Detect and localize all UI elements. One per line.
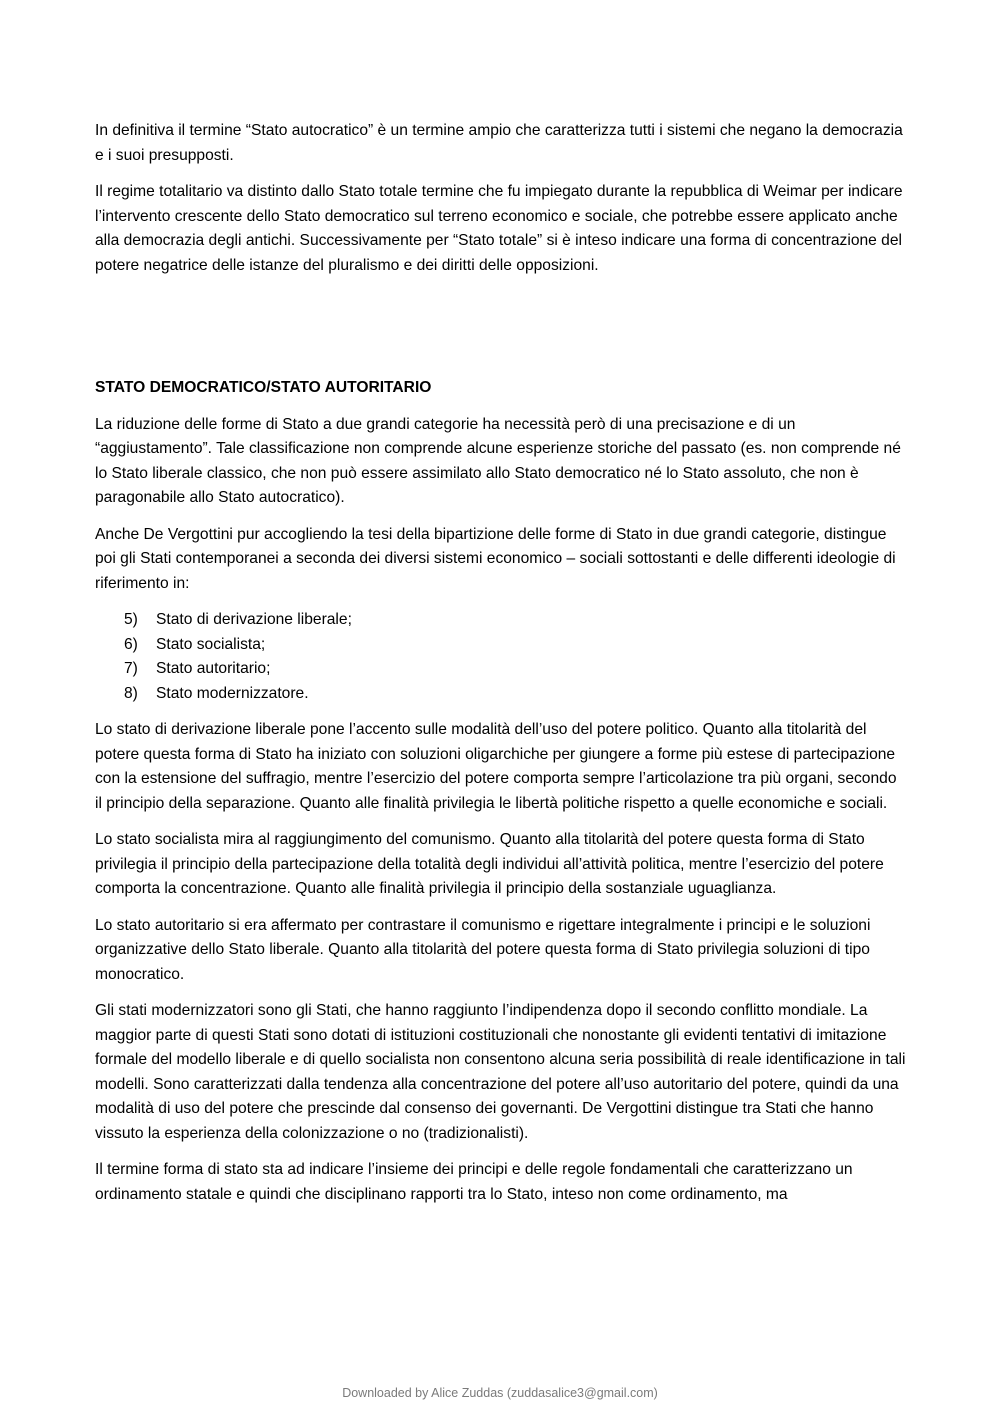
list-number: 5) [124,611,138,628]
list-item [95,657,907,682]
paragraph: Il termine forma di stato sta ad indicare l’insieme dei principi e delle regole fondamentali che caratterizzano un ordinamento statale e quindi che disciplinano rapporti tra lo Stato, inteso non come ordinamento, ma [95,1161,853,1203]
list-number: 6) [124,635,138,653]
list-item [95,608,907,633]
list-item [95,633,907,658]
paragraph: Gli stati modernizzatori sono gli Stati, che hanno raggiunto l’indipendenza dopo il secondo conflitto mondiale. La maggior parte di questi Stati sono dotati di istituzioni costituzionali che nonostante gli evidenti tentativi di imitazione formale del modello liberale e di quello socialista non consentono alcuna seria possibilità di reale identificazione in tali modelli. Sono caratterizzati dalla tendenza alla concentrazione del potere all’uso autoritario del potere, quindi da una modalità di uso del potere che prescinde dal consenso dei governanti. De Vergottini distingue tra Stati che hanno vissuto la esperienza della colonizzazione o no (tradizionalisti). [95,1002,906,1142]
paragraph: Anche De Vergottini pur accogliendo la tesi della bipartizione delle forme di Stato in due grandi categorie, distingue poi gli Stati contemporanei a seconda dei diversi sistemi economico – sociali sottostanti e delle differenti ideologie di riferimento in: [95,525,896,592]
paragraph: Lo stato di derivazione liberale pone l’accento sulle modalità dell’uso del potere politico. Quanto alla titolarità del potere questa forma di Stato ha iniziato con soluzioni oligarchiche per giungere a forme più estese di partecipazione con la estensione del suffragio, mentre l’esercizio del potere comporta sempre l’articolazione tra più organi, secondo il principio della separazione. Quanto alle finalità privilegia le libertà politiche rispetto a quelle economiche e sociali. [95,721,897,812]
paragraph: Lo stato socialista mira al raggiungimento del comunismo. Quanto alla titolarità del potere questa forma di Stato privilegia il principio della partecipazione della totalità degli individui all’attività politica, mentre l’esercizio del potere comporta la concentrazione. Quanto alle finalità privilegia il principio della sostanziale uguaglianza. [95,831,884,897]
document-page [95,119,907,1219]
paragraph: Lo stato autoritario si era affermato per contrastare il comunismo e rigettare integralmente i principi e le soluzioni organizzative dello Stato liberale. Quanto alla titolarità del potere questa forma di Stato privilegia soluzioni di tipo monocratico. [95,916,871,983]
list-text: Stato socialista; [156,635,266,653]
list-number: 8) [124,684,138,702]
list-text: Stato autoritario; [156,660,271,677]
numbered-list [95,608,907,706]
blank-space [95,290,907,376]
paragraph: La riduzione delle forme di Stato a due grandi categorie ha necessità però di una precisazione e di un “aggiustamento”. Tale classificazione non comprende alcune esperienze storiche del passato (es. non comprende né lo Stato liberale classico, che non può essere assimilato allo Stato democratico né lo Stato assoluto, che non è paragonabile allo Stato autocratico). [95,415,901,506]
section-heading: STATO DEMOCRATICO/STATO AUTORITARIO [95,379,432,396]
list-text: Stato di derivazione liberale; [156,611,352,628]
list-text: Stato modernizzatore. [156,684,309,702]
list-number: 7) [124,660,138,677]
list-item [95,682,907,707]
paragraph: Il regime totalitario va distinto dallo Stato totale termine che fu impiegato durante la repubblica di Weimar per indicare l’intervento crescente dello Stato democratico sul terreno economico e sociale, che potrebbe essere applicato anche alla democrazia degli antichi. Successivamente per “Stato totale” si è inteso indicare una forma di concentrazione del potere negatrice delle istanze del pluralismo e dei diritti delle opposizioni. [95,183,903,274]
paragraph: In definitiva il termine “Stato autocratico” è un termine ampio che caratterizza tutti i sistemi che negano la democrazia e i suoi presupposti. [95,122,903,164]
download-footer: Downloaded by Alice Zuddas (zuddasalice3@gmail.com) [342,1386,658,1400]
